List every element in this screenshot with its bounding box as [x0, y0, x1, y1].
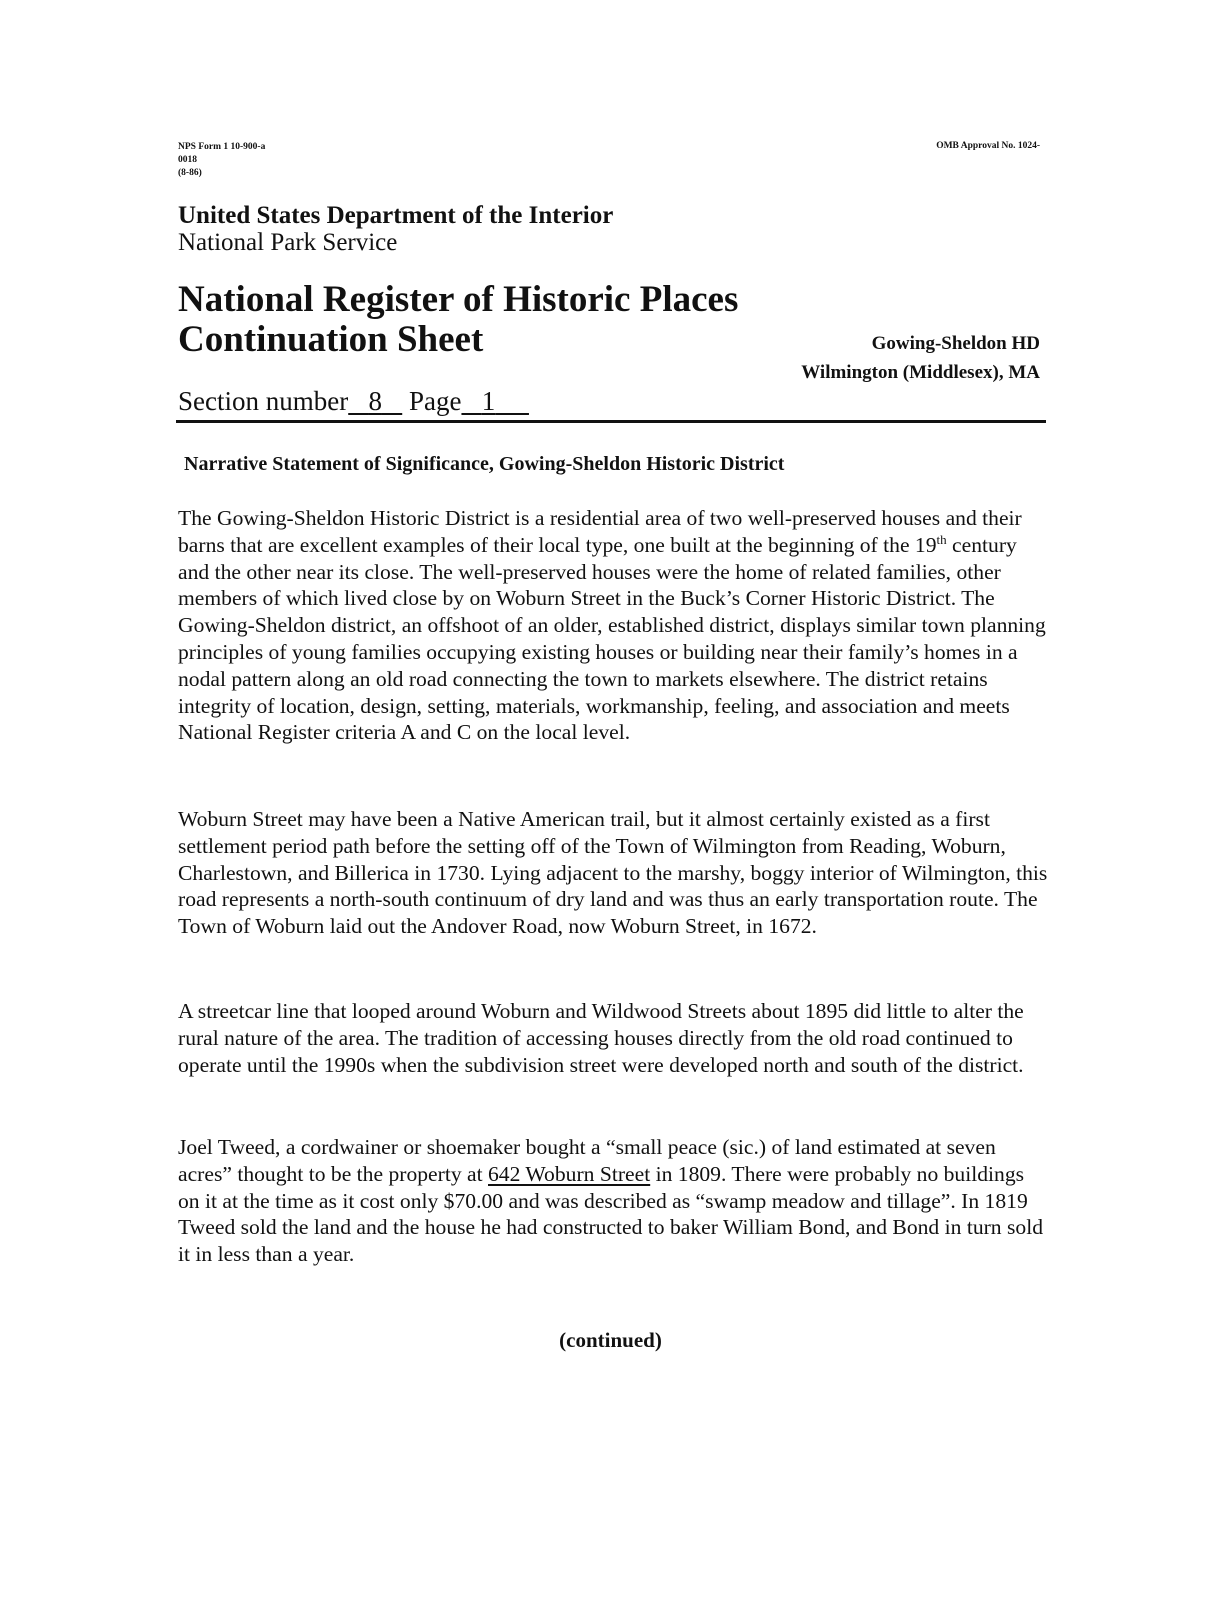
- section-number: 8: [368, 386, 382, 416]
- agency-title: National Park Service: [178, 229, 398, 256]
- paragraph: [178, 505, 1048, 746]
- section-page-line: [178, 386, 529, 417]
- paragraph-text: The Gowing-Sheldon Historic District is a residential area of two well-preserved houses and their barns that are excellent examples of their local type, one built at the beginning of the 19: [178, 506, 1022, 557]
- paragraph: A streetcar line that looped around Woburn and Wildwood Streets about 1895 did little to alter the rural nature of the area. The tradition of accessing houses directly from the old road continued to operate until the 1990s when the subdivision street were developed north and south of the district.: [178, 999, 1024, 1077]
- page-title: National Register of Historic Places: [178, 279, 739, 320]
- paragraph: [178, 1134, 1048, 1268]
- form-number: [178, 141, 265, 180]
- paragraph-text: Joel Tweed, a cordwainer or shoemaker bought a “small peace (sic.) of land estimated at seven acres” thought to be the property at: [178, 1135, 996, 1186]
- page-number: 1: [481, 386, 496, 416]
- omb-approval: OMB Approval No. 1024-: [936, 141, 1040, 151]
- property-name: Gowing-Sheldon HD: [871, 333, 1040, 354]
- form-number-line: NPS Form 1 10-900-a: [178, 142, 266, 152]
- property-location: Wilmington (Middlesex), MA: [801, 362, 1040, 383]
- paragraph-text: in 1809. There were probably no buildings on it at the time as it cost only $70.00 and was described as “swamp meadow and tillage”. In 1819 Tweed sold the land and the house he had constructed to baker William Bond, and Bond in turn sold it in less than a year.: [178, 1161, 1043, 1267]
- continued-label: (continued): [559, 1328, 662, 1352]
- section-label: Section number: [178, 386, 349, 416]
- paragraph-text: century and the other near its close. The well-preserved houses were the home of related families, other members of which lived close by on Woburn Street in the Buck’s Corner Historic District. The Gowing-Sheldon district, an offshoot of an older, established district, displays similar town planning principles of young families occupying existing houses or building near their family’s homes in a nodal pattern along an old road connecting the town to markets elsewhere. The district retains integrity of location, design, setting, materials, workmanship, feeling, and association and meets National Register criteria A and C on the local level.: [178, 532, 1046, 745]
- form-date-line: (8-86): [178, 168, 202, 178]
- property-address: 642 Woburn Street: [488, 1161, 651, 1186]
- section-heading: Narrative Statement of Significance, Gowing-Sheldon Historic District: [184, 453, 785, 475]
- page-label: Page: [408, 386, 462, 416]
- ordinal-superscript: th: [936, 531, 947, 547]
- paragraph: Woburn Street may have been a Native American trail, but it almost certainly existed as a first settlement period path before the setting off of the Town of Wilmington from Reading, Woburn, Charlestown, and Billerica in 1730. Lying adjacent to the marshy, boggy interior of Wilmington, this road represents a north-south continuum of dry land and was thus an early transportation route. The Town of Woburn laid out the Andover Road, now Woburn Street, in 1672.: [178, 807, 1048, 939]
- department-title: United States Department of the Interior: [178, 202, 614, 229]
- header-divider: [176, 420, 1046, 423]
- page-subtitle: Continuation Sheet: [178, 319, 484, 360]
- form-number-line: 0018: [178, 155, 197, 165]
